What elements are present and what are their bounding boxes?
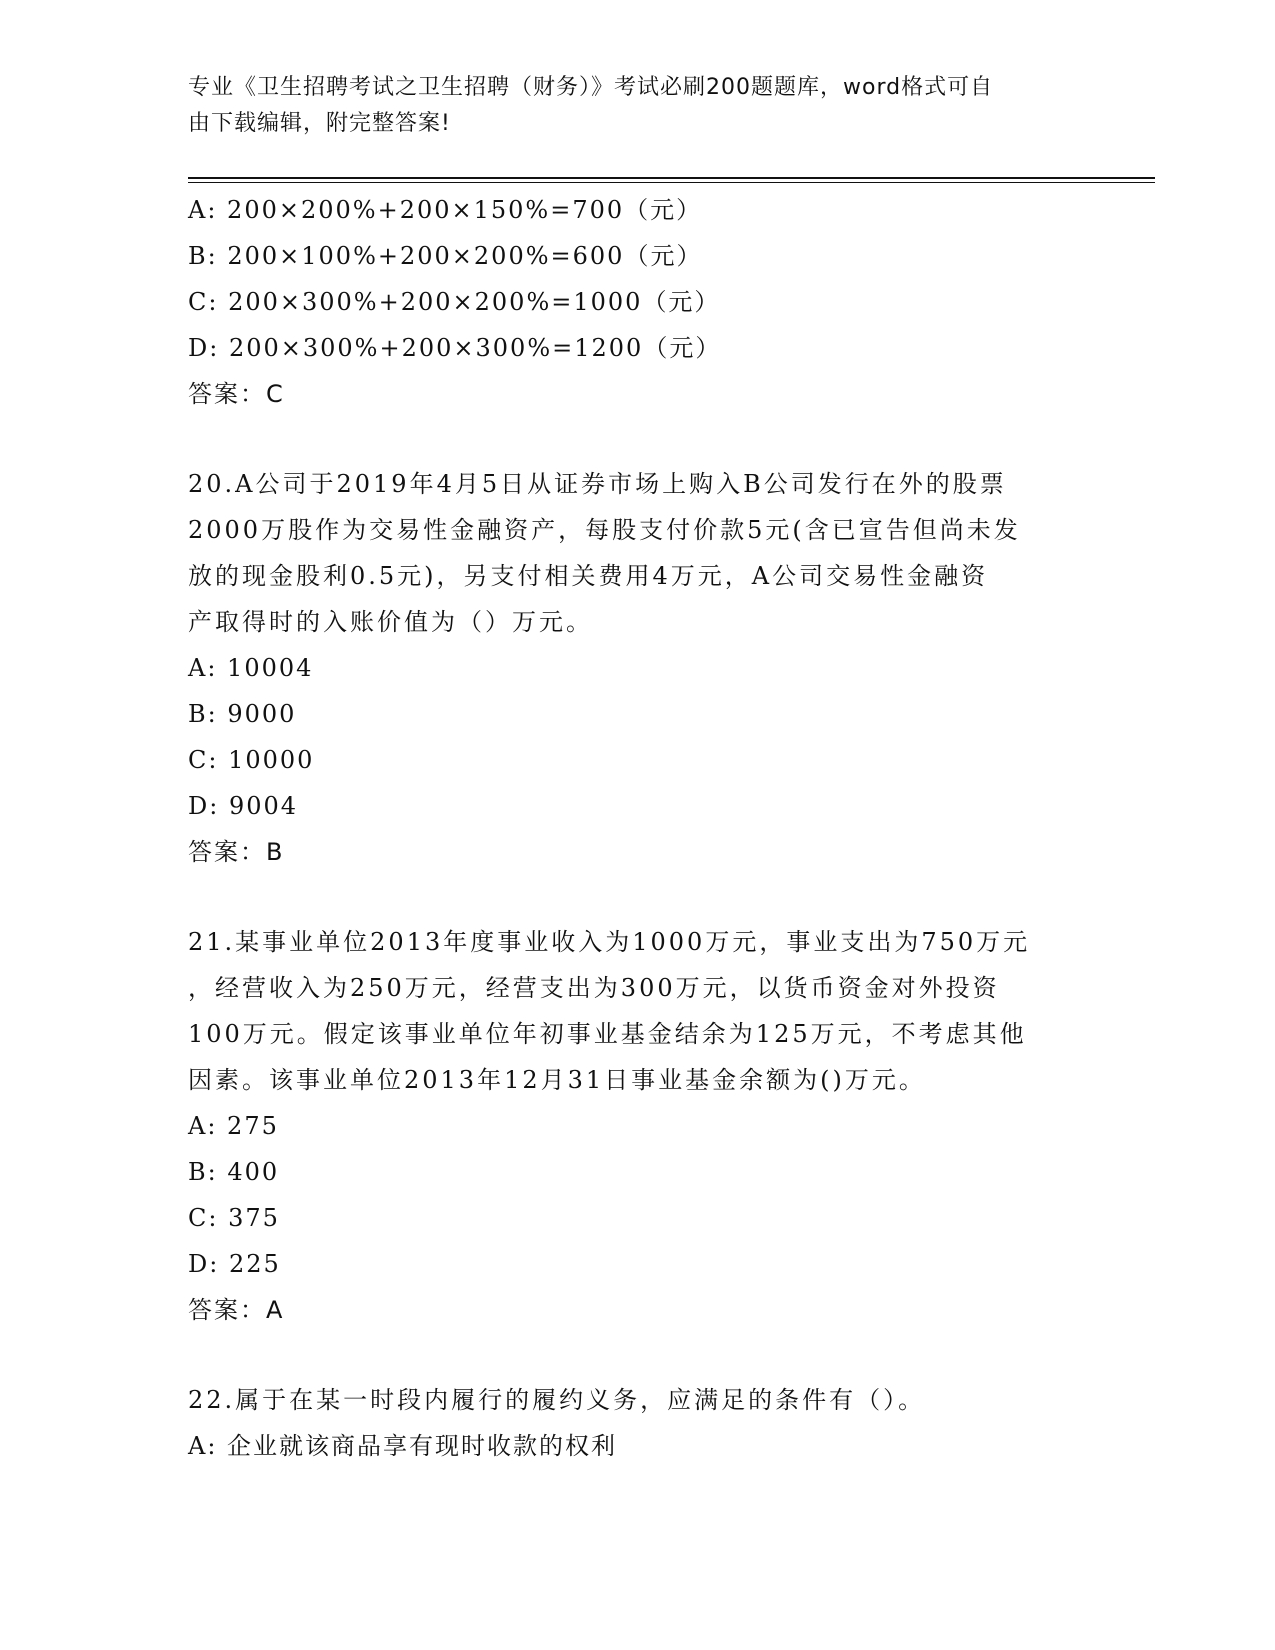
- option-d: D: 225: [188, 1250, 281, 1278]
- header-divider-thin: [188, 182, 1155, 183]
- option-b: B: 400: [188, 1158, 280, 1186]
- question-text-line: 22.属于在某一时段内履行的履约义务，应满足的条件有（）。: [188, 1386, 926, 1414]
- question-20-block: [188, 461, 1088, 875]
- question-text-line: 21.某事业单位2013年度事业收入为1000万元，事业支出为750万元: [188, 928, 1031, 956]
- header-line-2: 由下载编辑，附完整答案!: [188, 111, 451, 136]
- question-text-line: 2000万股作为交易性金融资产，每股支付价款5元(含已宣告但尚未发: [188, 516, 1021, 544]
- question-text-line: 100万元。假定该事业单位年初事业基金结余为125万元，不考虑其他: [188, 1020, 1027, 1048]
- question-19-block: [188, 187, 1088, 417]
- option-a: A: 275: [188, 1112, 279, 1140]
- option-d: D: 200×300%+200×300%=1200（元）: [188, 334, 722, 362]
- option-c: C: 200×300%+200×200%=1000（元）: [188, 288, 721, 316]
- answer-line: 答案：B: [188, 838, 285, 866]
- question-text-line: ，经营收入为250万元，经营支出为300万元，以货币资金对外投资: [188, 974, 1000, 1002]
- question-text-line: 产取得时的入账价值为（）万元。: [188, 608, 593, 636]
- document-body: [188, 187, 1088, 1469]
- question-text-line: 因素。该事业单位2013年12月31日事业基金余额为()万元。: [188, 1066, 926, 1094]
- option-b: B: 9000: [188, 700, 297, 728]
- option-a: A: 企业就该商品享有现时收款的权利: [188, 1432, 618, 1460]
- option-d: D: 9004: [188, 792, 299, 820]
- question-21-block: [188, 919, 1088, 1333]
- question-text-line: 放的现金股利0.5元)，另支付相关费用4万元，A公司交易性金融资: [188, 562, 989, 590]
- option-a: A: 10004: [188, 654, 314, 682]
- question-22-block: [188, 1377, 1088, 1469]
- option-c: C: 10000: [188, 746, 315, 774]
- header-line-1: 专业《卫生招聘考试之卫生招聘（财务）》考试必刷200题题库，word格式可自: [188, 75, 994, 100]
- option-a: A: 200×200%+200×150%=700（元）: [188, 196, 703, 224]
- answer-line: 答案：C: [188, 380, 285, 408]
- document-header: [188, 70, 1088, 142]
- option-b: B: 200×100%+200×200%=600（元）: [188, 242, 703, 270]
- option-c: C: 375: [188, 1204, 280, 1232]
- header-divider-thick: [188, 177, 1155, 179]
- answer-line: 答案：A: [188, 1296, 285, 1324]
- question-text-line: 20.A公司于2019年4月5日从证券市场上购入B公司发行在外的股票: [188, 470, 1007, 498]
